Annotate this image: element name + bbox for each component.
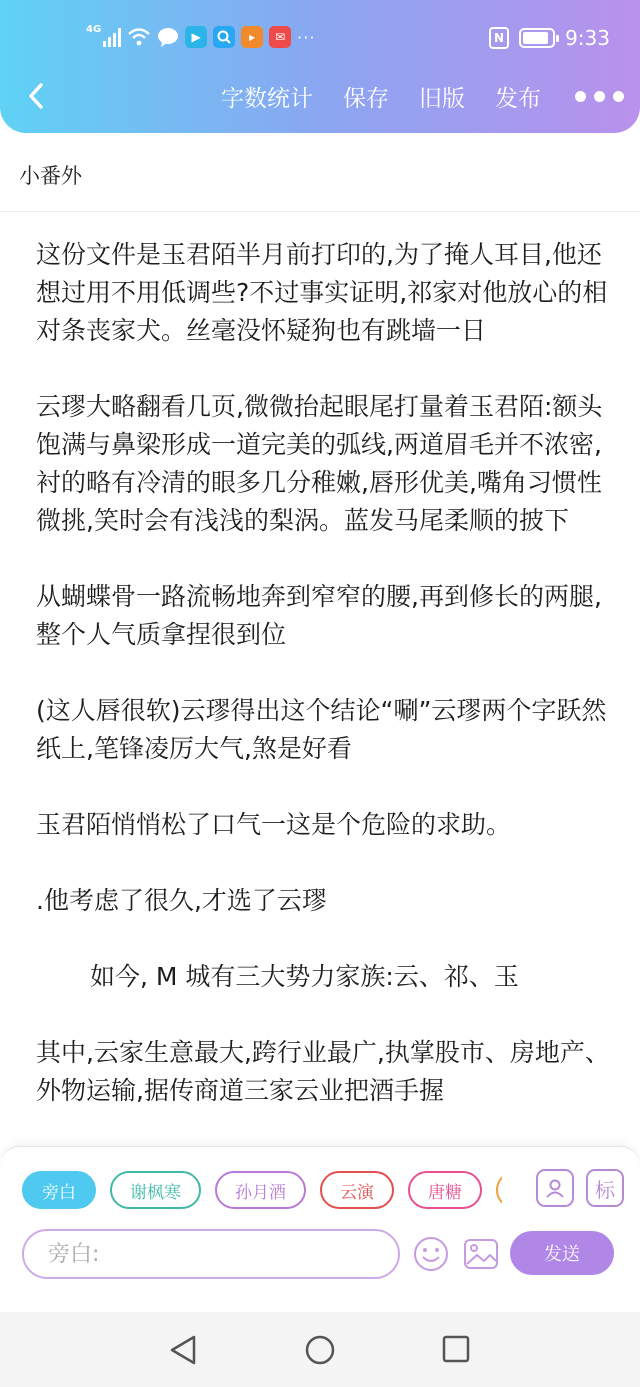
tag-icon[interactable]: 标 <box>586 1169 624 1207</box>
clock: 9:33 <box>565 26 610 50</box>
play-app-icon: ▸ <box>241 26 263 48</box>
more-menu-icon[interactable] <box>575 91 624 102</box>
editor-content[interactable] <box>36 236 611 1146</box>
more-notifications-icon: ··· <box>297 27 316 47</box>
system-nav-bar <box>0 1312 640 1387</box>
nav-home-icon[interactable] <box>304 1334 336 1370</box>
dialogue-composer <box>0 1146 640 1282</box>
chapter-title-row[interactable] <box>0 148 640 212</box>
paragraph: (这人唇很软)云璆得出这个结论“唰”云璆两个字跃然纸上,笔锋凌厉大气,煞是好看 <box>36 696 607 763</box>
signal-icon <box>103 27 121 47</box>
nav-back-icon[interactable] <box>168 1334 198 1370</box>
paragraph: 云璆大略翻看几页,微微抬起眼尾打量着玉君陌:额头饱满与鼻梁形成一道完美的弧线,两道眉毛并不浓密,衬的略有冷清的眼多几分稚嫩,唇形优美,嘴角习惯性微挑,笑时会有浅浅的梨涡。蓝发马尾柔顺的披下 <box>36 392 603 535</box>
paragraph: 其中,云家生意最大,跨行业最广,执掌股市、房地产、外物运输,据传商道三家云业把酒手握 <box>36 1038 610 1105</box>
dialogue-input-wrapper <box>22 1229 400 1279</box>
role-chip[interactable]: 孙月酒 <box>215 1171 306 1209</box>
role-chip-narration[interactable]: 旁白 <box>22 1171 96 1209</box>
role-chip[interactable]: 云演 <box>320 1171 394 1209</box>
search-app-icon <box>213 26 235 48</box>
network-type: 4G <box>86 23 102 35</box>
paragraph: .他考虑了很久,才选了云璆 <box>36 886 327 915</box>
chevron-left-icon <box>26 82 46 110</box>
role-chip[interactable]: 唐糖 <box>408 1171 482 1209</box>
status-left <box>86 23 316 48</box>
battery-level <box>523 32 548 44</box>
battery-icon <box>519 28 555 48</box>
chapter-title[interactable]: 小番外 <box>19 164 82 188</box>
role-chip[interactable] <box>496 1171 502 1209</box>
role-chip[interactable]: 谢枫寒 <box>110 1171 201 1209</box>
image-icon[interactable] <box>462 1235 500 1273</box>
nfc-icon: N <box>489 27 509 49</box>
paragraph: 这份文件是玉君陌半月前打印的,为了掩人耳目,他还想过用不用低调些?不过事实证明,祁家对他放心的相对条丧家犬。丝毫没怀疑狗也有跳墙一日 <box>36 240 608 345</box>
status-bar <box>0 22 640 58</box>
nav-bar <box>0 72 640 122</box>
nav-actions <box>191 80 624 113</box>
publish-button[interactable]: 发布 <box>495 86 541 112</box>
send-button[interactable]: 发送 <box>510 1231 614 1275</box>
dialogue-input[interactable] <box>24 1231 398 1277</box>
old-version-button[interactable]: 旧版 <box>419 86 465 112</box>
paragraph: 从蝴蝶骨一路流畅地奔到窄窄的腰,再到修长的两腿,整个人气质拿捏很到位 <box>36 582 602 649</box>
paragraph: 玉君陌悄悄松了口气一这是个危险的求助。 <box>36 810 512 839</box>
nav-recents-icon[interactable] <box>441 1334 471 1368</box>
save-button[interactable]: 保存 <box>343 86 389 112</box>
status-right <box>489 26 610 50</box>
chat-notification-icon <box>157 27 179 47</box>
top-header <box>0 0 640 133</box>
role-manage-icon[interactable] <box>536 1169 574 1207</box>
paragraph: 如今, M 城有三大势力家族:云、祁、玉 <box>90 962 519 991</box>
composer-tools <box>536 1169 624 1207</box>
role-chips <box>22 1171 502 1211</box>
emoji-icon[interactable] <box>412 1235 450 1273</box>
word-count-button[interactable]: 字数统计 <box>221 86 313 112</box>
wifi-icon <box>127 27 151 47</box>
back-button[interactable] <box>18 78 54 114</box>
shop-app-icon: ✉ <box>269 26 291 48</box>
video-app-icon: ▶ <box>185 26 207 48</box>
